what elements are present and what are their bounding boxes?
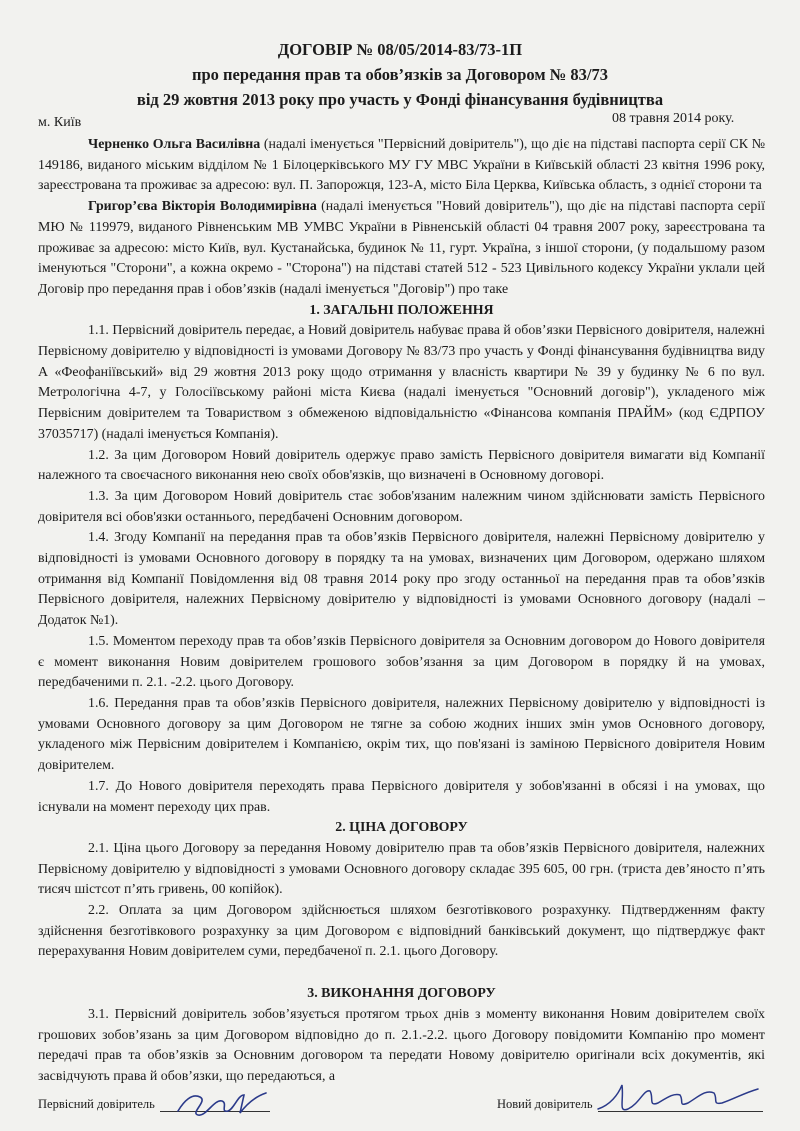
signature-label-new-trustor: Новий довіритель (497, 1097, 593, 1111)
contract-title: ДОГОВІР № 08/05/2014-83/73-1П (277, 40, 523, 59)
party-1-name: Черненко Ольга Василівна (88, 137, 261, 152)
clause-3-1: 3.1. Первісний довіритель зобов’язується протягом трьох днів з моменту виконання Новим довірителем своїх грошових зобов’язань за цим Договором відповідно до п. 2.1.-2.2. цього Договору повідомити Компанію про момент передачі прав та обов’язків за Основним договором та передати Новому довірителю оригінали всіх документів, які засвідчують права й обов’язки, що передаються, а (38, 1006, 765, 1084)
clause-1-5: 1.5. Моментом переходу прав та обов’язків Первісного довірителя за Основним договором до Нового довірителя є момент виконання Новим довірителем грошового зобов’язання за цим Договором в порядку й на умовах, передбаченими п. 2.1. -2.2. цього Договору. (38, 633, 765, 691)
section-3-title: 3. ВИКОНАННЯ ДОГОВОРУ (307, 986, 496, 1002)
clause-1-1: 1.1. Первісний довіритель передає, а Новий довіритель набуває права й обов’язки Первісного довірителя, належні Первісному довірителю у відповідності із умовами Договору № 83/73 про участь у Фонді фінансування будівництва виду А «Феофаніївський» від 29 жовтня 2013 року щодо отримання у власність квартири № 39 у будинку № 6 по вул. Метрологічна 4-7, у Голосіївському районі міста Києва (надалі іменується "Основний договір"), укладеного між Первісним довірителем та Товариством з обмеженою відповідальністю «Фінансова компанія ПРАЙМ» (код ЄДРПОУ 37035717) (надалі іменується Компанія). (38, 323, 765, 442)
party-1-text: (надалі іменується "Первісний довіритель"), що діє на підставі паспорта серії СК № 149186, виданого міським відділом № 1 Білоцерківського МУ ГУ МВС України в Київській області 23 квітня 1996 року, зареєстрована та проживає за адресою: вул. П. Запорожця, 123-А, місто Біла Церква, Київська область, з однієї сторони та (38, 137, 765, 194)
party-2-name: Григор’єва Вікторія Володимирівна (88, 199, 317, 215)
signature-new-trustor (588, 1075, 768, 1119)
contract-subtitle: про передання прав та обов’язків за Договором № 83/73 (191, 65, 609, 84)
clause-1-6: 1.6. Передання прав та обов’язків Первісного довірителя, належних Первісному довірителю у відповідності із умовами Основного договору за цим Договором не тягне за собою жодних інших змін умов Основного договору, укладеного між Первісним довірителем і Компанією, окрім тих, що пов'язані із заміною Первісного довірителя Новим довірителем. (38, 695, 765, 774)
clause-1-2: 1.2. За цим Договором Новий довіритель одержує право замість Первісного довірителя вимагати від Компанії належного та своєчасного виконання нею своїх обов'язків, що визначені в Основному договорі. (38, 447, 765, 484)
section-2-title: 2. ЦІНА ДОГОВОРУ (335, 820, 468, 836)
contract-city: м. Київ (38, 115, 82, 130)
contract-date: 08 травня 2014 року. (612, 111, 735, 126)
contract-body (38, 135, 765, 1088)
signature-original-trustor (170, 1083, 280, 1123)
clause-2-1: 2.1. Ціна цього Договору за передання Новому довірителю прав та обов’язків Первісного довірителя, належних Первісному довірителю у відповідності з умовами Основного договору складає 395 605, 00 грн. (триста дев’яносто п’ять тисяч шістсот п’ять гривень, 00 копійок). (38, 840, 765, 898)
party-1-paragraph (38, 135, 765, 197)
clause-1-7: 1.7. До Нового довірителя переходять права Первісного довірителя у зобов'язанні в обсязі і на умовах, що існували на момент переходу цих прав. (38, 778, 765, 815)
party-2-paragraph (38, 197, 765, 301)
clause-1-3: 1.3. За цим Договором Новий довіритель стає зобов'язаним належним чином здійснювати замість Первісного довірителя всі обов'язки останнього, передбачені Основним договором. (38, 488, 765, 525)
clause-1-4: 1.4. Згоду Компанії на передання прав та обов’язків Первісного довірителя, належні Первісному довірителю у відповідності із умовами Основного договору в порядку та на умовах, визначених цим Договором, одержано шляхом отримання від Компанії Повідомлення від 08 травня 2014 року про згоду останньої на передання прав та обов’язків Первісного довірителя, належних Первісному довірителю у відповідності із умовами Основного договору (надалі – Додаток №1). (38, 530, 765, 629)
clause-2-2: 2.2. Оплата за цим Договором здійснюється шляхом безготівкового розрахунку. Підтвердженням факту здійснення безготівкового розрахунку за цим Договором є відповідний банківський документ, що підтверджує факт перерахування Новим довірителем суми, передбаченої п. 2.1. цього Договору. (38, 903, 765, 960)
party-2-text: (надалі іменується "Новий довіритель"), що діє на підставі паспорта серії МЮ № 119979, виданого Рівненським МВ УМВС України в Рівненській області 04 травня 2007 року, зареєстрована та проживає за адресою: місто Київ, вул. Кустанайська, будинок № 11, гурт. Україна, з іншої сторони, (у подальшому разом іменуються "Сторони", а кожна окремо - "Сторона") на підставі статей 512 - 523 Цивільного кодексу України уклали цей Договір про передання прав і обов’язків (надалі іменується "Договір") про таке (38, 199, 765, 297)
contract-subtitle-2: від 29 жовтня 2013 року про участь у Фонді фінансування будівництва (136, 90, 664, 109)
section-1-title: 1. ЗАГАЛЬНІ ПОЛОЖЕННЯ (309, 302, 494, 318)
signature-label-original-trustor: Первісний довіритель (38, 1097, 155, 1111)
